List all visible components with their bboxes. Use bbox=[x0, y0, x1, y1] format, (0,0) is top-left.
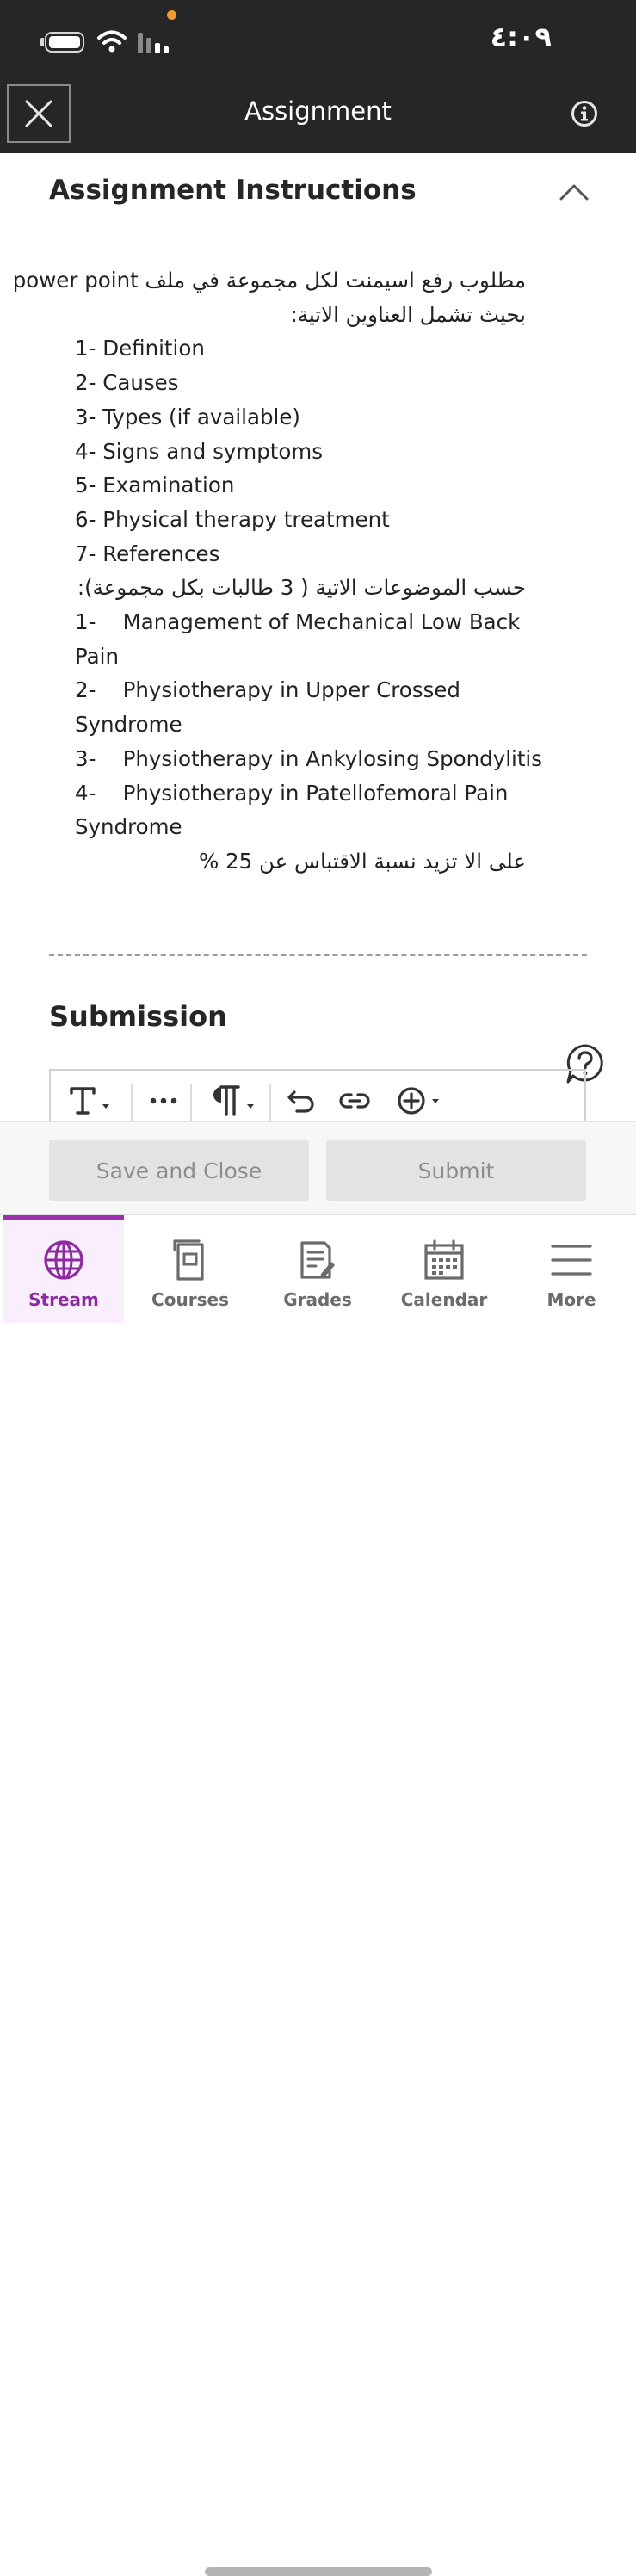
instruction-line: حسب الموضوعات الاتية ( 3 طالبات بكل مجموعة): bbox=[77, 575, 526, 601]
calendar-icon bbox=[423, 1239, 465, 1281]
instruction-line: 1- Management of Mechanical Low Back bbox=[75, 609, 521, 635]
instruction-line: 7- References bbox=[75, 541, 220, 566]
tab-label: Stream bbox=[28, 1289, 99, 1310]
section-divider bbox=[49, 954, 587, 956]
tab-courses[interactable] bbox=[130, 1215, 250, 1323]
grades-icon bbox=[299, 1239, 337, 1281]
instruction-line: بحيث تشمل العناوين الاتية: bbox=[290, 301, 526, 327]
app-header bbox=[0, 84, 636, 153]
tab-stream[interactable] bbox=[3, 1215, 124, 1323]
instructions-heading: Assignment Instructions bbox=[49, 175, 417, 206]
tab-label: Courses bbox=[151, 1289, 229, 1310]
instruction-line: 4- Physiotherapy in Patellofemoral Pain bbox=[75, 780, 509, 806]
instruction-line: 5- Examination bbox=[75, 473, 235, 498]
bottom-tab-bar bbox=[0, 1214, 636, 1379]
instruction-line: 2- Physiotherapy in Upper Crossed bbox=[75, 677, 460, 703]
save-and-close-button[interactable]: Save and Close bbox=[49, 1140, 309, 1201]
home-indicator[interactable] bbox=[205, 2567, 432, 2576]
tab-grades[interactable] bbox=[257, 1215, 378, 1323]
link-icon bbox=[339, 1091, 370, 1110]
cellular-signal-icon bbox=[138, 33, 170, 53]
instruction-line: على الا تزيد نسبة الاقتباس عن 25 % bbox=[198, 848, 526, 874]
tab-label: Grades bbox=[283, 1289, 352, 1310]
instruction-line: Pain bbox=[75, 643, 120, 669]
battery-tip bbox=[40, 38, 44, 46]
toolbar-divider bbox=[190, 1084, 192, 1122]
instruction-line: 4- Signs and symptoms bbox=[75, 438, 323, 464]
instruction-line: مطلوب رفع اسيمنت لكل مجموعة في ملف power point bbox=[12, 268, 526, 293]
info-icon[interactable] bbox=[571, 100, 598, 127]
courses-icon bbox=[173, 1239, 207, 1281]
wifi-icon bbox=[97, 29, 127, 53]
instruction-line: 3- Types (if available) bbox=[75, 404, 300, 429]
status-bar bbox=[0, 0, 636, 84]
more-icon bbox=[149, 1096, 178, 1105]
submission-heading: Submission bbox=[49, 1000, 227, 1033]
instruction-line: 1- Definition bbox=[75, 336, 205, 361]
paragraph-icon bbox=[209, 1084, 257, 1118]
tab-label: More bbox=[546, 1289, 596, 1310]
instruction-line: Syndrome bbox=[75, 712, 182, 738]
recording-indicator bbox=[167, 10, 176, 20]
menu-icon bbox=[551, 1243, 592, 1277]
battery-icon bbox=[45, 32, 84, 53]
toolbar-divider bbox=[131, 1084, 133, 1122]
toolbar-divider bbox=[269, 1084, 271, 1122]
instruction-line: 2- Causes bbox=[75, 370, 179, 396]
instruction-line: 3- Physiotherapy in Ankylosing Spondylitis bbox=[75, 745, 542, 771]
undo-icon bbox=[287, 1088, 316, 1114]
tab-more[interactable] bbox=[511, 1215, 632, 1323]
instruction-line: 6- Physical therapy treatment bbox=[75, 506, 390, 532]
instruction-line: Syndrome bbox=[75, 814, 182, 840]
tab-label: Calendar bbox=[400, 1289, 488, 1310]
instructions-body bbox=[12, 263, 557, 879]
page-title: Assignment bbox=[244, 96, 392, 126]
globe-icon bbox=[43, 1239, 84, 1281]
action-bar bbox=[0, 1121, 636, 1215]
clock: ٤:٠٩ bbox=[490, 21, 552, 53]
insert-icon bbox=[396, 1085, 444, 1116]
text-format-icon bbox=[68, 1084, 113, 1118]
submit-button[interactable]: Submit bbox=[326, 1140, 586, 1201]
tab-calendar[interactable] bbox=[384, 1215, 504, 1323]
collapse-chevron-icon[interactable] bbox=[559, 182, 589, 201]
